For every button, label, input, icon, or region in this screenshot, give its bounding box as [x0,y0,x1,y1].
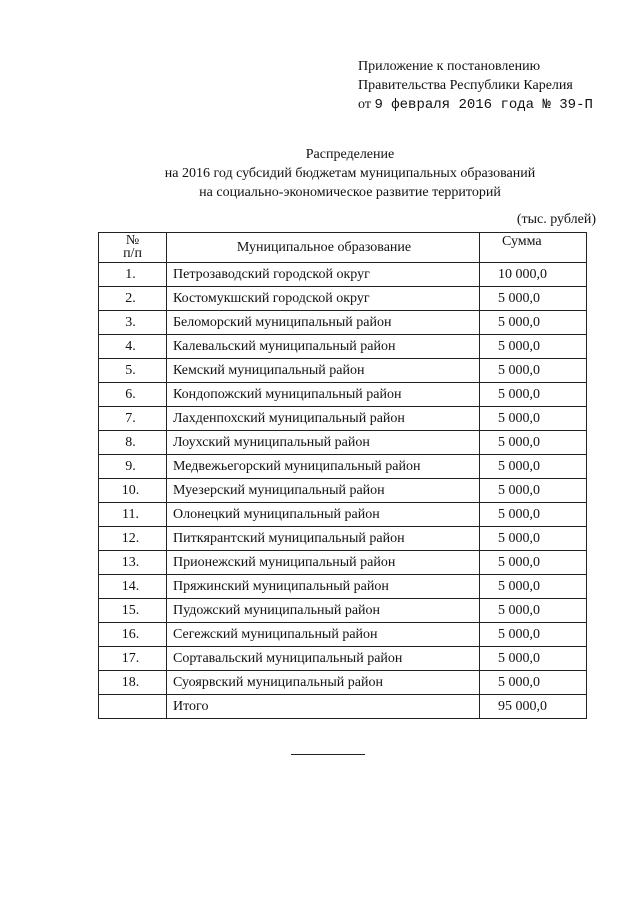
row-number: 2. [99,287,167,311]
table-row [99,263,587,287]
row-sum: 5 000,0 [480,311,587,335]
header-number-line-1: № [125,233,140,248]
row-number: 15. [99,599,167,623]
title-line-2: на 2016 год субсидий бюджетам муниципальных образований [164,166,536,181]
row-sum: 5 000,0 [480,671,587,695]
row-number: 9. [99,455,167,479]
row-municipality: Олонецкий муниципальный район [167,503,480,527]
row-municipality: Прионежский муниципальный район [167,551,480,575]
row-sum: 5 000,0 [480,335,587,359]
row-municipality: Костомукшский городской округ [167,287,480,311]
row-sum: 5 000,0 [480,503,587,527]
table-row [99,407,587,431]
appendix-line-2: Правительства Республики Карелия [358,78,573,93]
row-municipality: Сегежский муниципальный район [167,623,480,647]
row-number: 1. [99,263,167,287]
row-number: 3. [99,311,167,335]
row-municipality: Медвежьегорский муниципальный район [167,455,480,479]
row-municipality: Пряжинский муниципальный район [167,575,480,599]
row-number: 7. [99,407,167,431]
appendix-line-3 [358,95,593,115]
row-sum: 5 000,0 [480,383,587,407]
row-municipality: Лахденпохский муниципальный район [167,407,480,431]
row-sum: 5 000,0 [480,479,587,503]
table-row [99,359,587,383]
table-row [99,623,587,647]
table-row [99,599,587,623]
row-number: 11. [99,503,167,527]
row-sum: 5 000,0 [480,287,587,311]
table-row [99,335,587,359]
table-header-row [99,233,587,263]
table-row [99,671,587,695]
total-number [99,695,167,719]
row-sum: 5 000,0 [480,623,587,647]
table-row [99,575,587,599]
row-municipality: Кемский муниципальный район [167,359,480,383]
row-municipality: Лоухский муниципальный район [167,431,480,455]
row-number: 14. [99,575,167,599]
total-sum: 95 000,0 [480,695,587,719]
row-sum: 5 000,0 [480,575,587,599]
row-municipality: Беломорский муниципальный район [167,311,480,335]
row-sum: 5 000,0 [480,551,587,575]
title-line-3: на социально-экономическое развитие территорий [199,185,501,200]
header-number-line-2: п/п [123,246,142,261]
row-municipality: Пудожский муниципальный район [167,599,480,623]
row-number: 12. [99,527,167,551]
table-row [99,287,587,311]
row-municipality: Калевальский муниципальный район [167,335,480,359]
row-number: 4. [99,335,167,359]
row-sum: 5 000,0 [480,431,587,455]
row-sum: 5 000,0 [480,527,587,551]
row-municipality: Петрозаводский городской округ [167,263,480,287]
row-sum: 5 000,0 [480,599,587,623]
row-number: 17. [99,647,167,671]
row-municipality: Кондопожский муниципальный район [167,383,480,407]
row-municipality: Питкярантский муниципальный район [167,527,480,551]
title-line-1: Распределение [305,147,395,162]
decree-date-number-stamp: 9 февраля 2016 года № 39-П [374,97,593,113]
row-number: 18. [99,671,167,695]
table-row [99,551,587,575]
row-number: 6. [99,383,167,407]
row-municipality: Муезерский муниципальный район [167,479,480,503]
row-number: 8. [99,431,167,455]
row-sum: 5 000,0 [480,455,587,479]
row-sum: 5 000,0 [480,647,587,671]
table-row [99,503,587,527]
units-label: (тыс. рублей) [516,212,596,227]
appendix-date-prefix: от [358,97,375,112]
table-row [99,527,587,551]
table-row [99,431,587,455]
table-row [99,479,587,503]
row-number: 16. [99,623,167,647]
total-label: Итого [167,695,480,719]
document-title [100,145,600,202]
row-number: 10. [99,479,167,503]
row-municipality: Суоярвский муниципальный район [167,671,480,695]
row-number: 13. [99,551,167,575]
allocation-table [98,232,587,719]
row-sum: 5 000,0 [480,407,587,431]
row-municipality: Сортавальский муниципальный район [167,647,480,671]
appendix-header [358,57,593,115]
table-row [99,311,587,335]
row-number: 5. [99,359,167,383]
row-sum: 10 000,0 [480,263,587,287]
table-row [99,647,587,671]
appendix-line-1: Приложение к постановлению [358,59,541,74]
table-body [99,263,587,719]
header-number [99,233,167,263]
total-row [99,695,587,719]
closing-line [291,754,365,755]
header-sum: Сумма [480,233,587,263]
table-row [99,455,587,479]
row-sum: 5 000,0 [480,359,587,383]
header-municipality: Муниципальное образование [167,233,480,263]
table-row [99,383,587,407]
